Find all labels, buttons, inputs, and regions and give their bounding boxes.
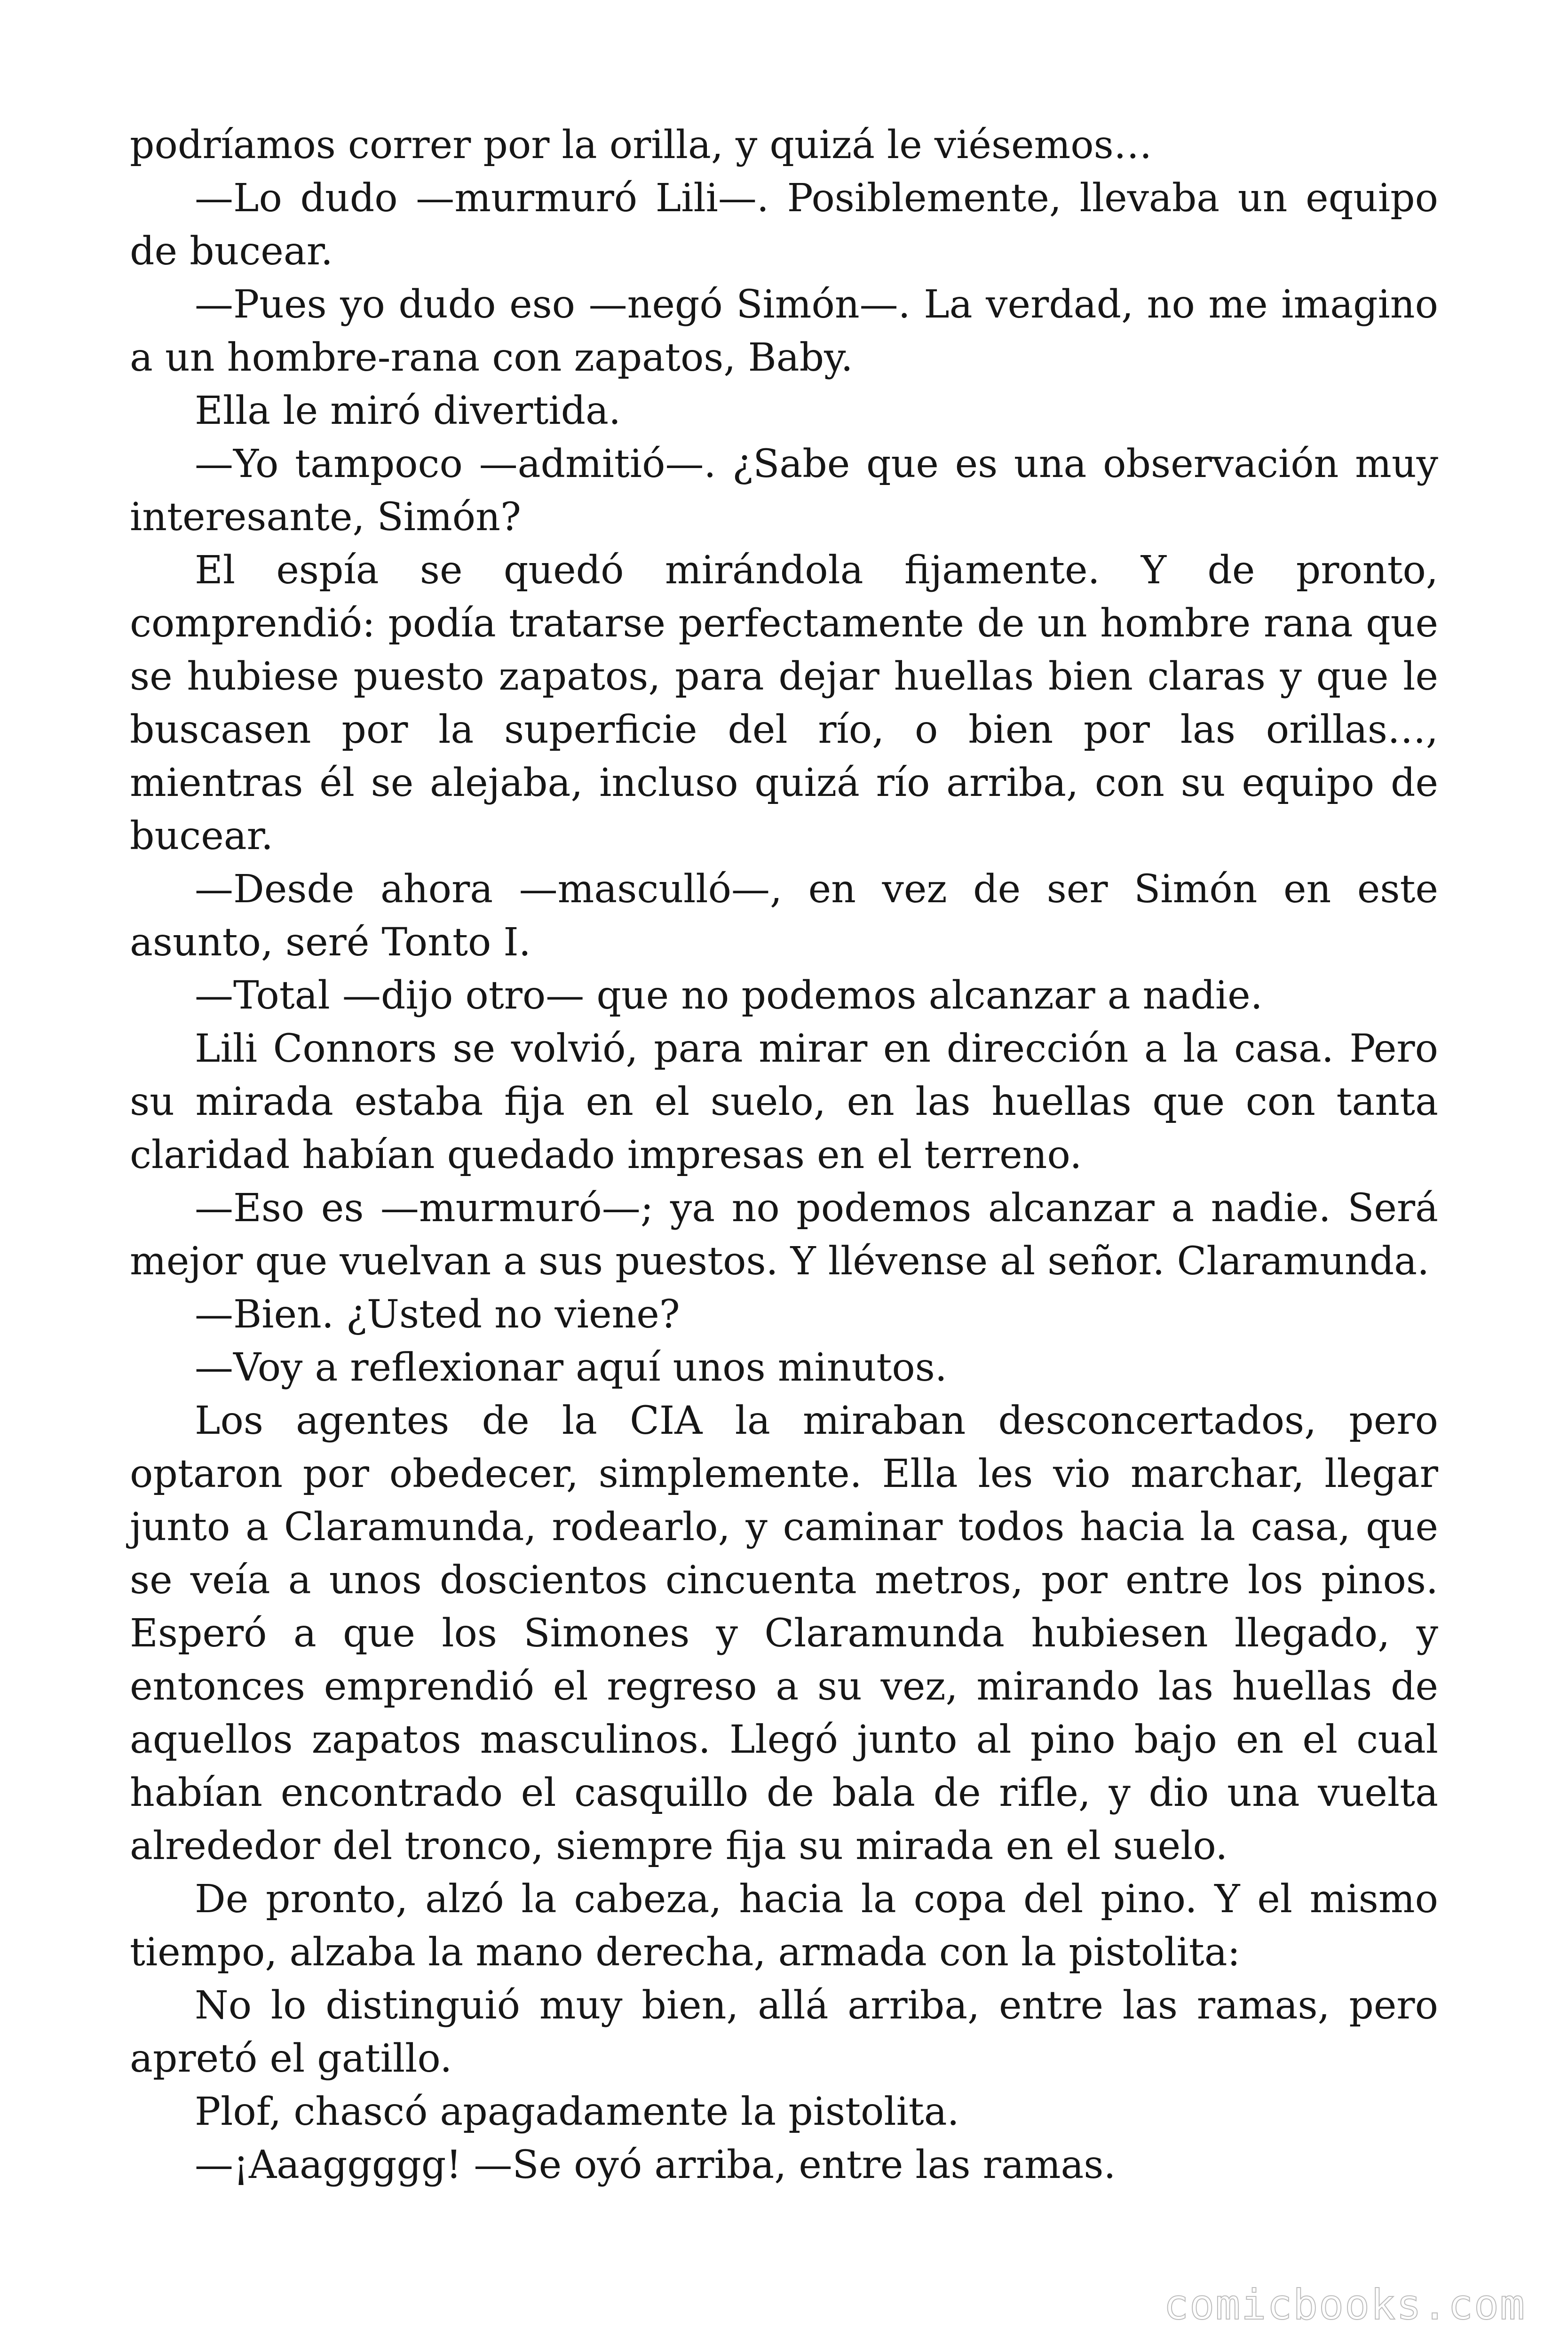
page-body bbox=[130, 119, 1438, 2192]
paragraph: De pronto, alzó la cabeza, hacia la copa del pino. Y el mismo tiempo, alzaba la mano derecha, armada con la pistolita: bbox=[130, 1877, 1438, 1975]
paragraph: —¡Aaaggggg! —Se oyó arriba, entre las ramas. bbox=[195, 2143, 1116, 2187]
paragraph: —Bien. ¿Usted no viene? bbox=[195, 1292, 680, 1337]
paragraph: —Yo tampoco —admitió—. ¿Sabe que es una observación muy interesante, Simón? bbox=[130, 442, 1438, 540]
paragraph: Ella le miró divertida. bbox=[195, 389, 621, 433]
paragraph: El espía se quedó mirándola fijamente. Y de pronto, comprendió: podía tratarse perfectamente de un hombre rana que se hubiese puesto zapatos, para dejar huellas bien claras y que le buscasen por la superficie del río, o bien por las orillas…, mientras él se alejaba, incluso quizá río arriba, con su equipo de bucear. bbox=[130, 548, 1438, 858]
paragraph: Los agentes de la CIA la miraban desconcertados, pero optaron por obedecer, simplemente. Ella les vio marchar, llegar junto a Claramunda, rodearlo, y caminar todos hacia la casa, que se veía a unos doscientos cincuenta metros, por entre los pinos. Esperó a que los Simones y Claramunda hubiesen llegado, y entonces emprendió el regreso a su vez, mirando las huellas de aquellos zapatos masculinos. Llegó junto al pino bajo en el cual habían encontrado el casquillo de bala de rifle, y dio una vuelta alrededor del tronco, siempre fija su mirada en el suelo. bbox=[130, 1398, 1438, 1868]
paragraph: No lo distinguió muy bien, allá arriba, entre las ramas, pero apretó el gatillo. bbox=[130, 1983, 1438, 2081]
paragraph: podríamos correr por la orilla, y quizá le viésemos… bbox=[130, 123, 1152, 167]
watermark: comicbooks.com bbox=[1164, 2280, 1526, 2329]
paragraph: —Total —dijo otro— que no podemos alcanzar a nadie. bbox=[195, 973, 1263, 1018]
paragraph: —Desde ahora —masculló—, en vez de ser Simón en este asunto, seré Tonto I. bbox=[130, 867, 1438, 965]
paragraph: —Voy a reflexionar aquí unos minutos. bbox=[195, 1345, 947, 1390]
paragraph: —Pues yo dudo eso —negó Simón—. La verdad, no me imagino a un hombre-rana con zapatos, Baby. bbox=[130, 282, 1438, 380]
paragraph: Plof, chascó apagadamente la pistolita. bbox=[195, 2090, 959, 2134]
paragraph: —Lo dudo —murmuró Lili—. Posiblemente, llevaba un equipo de bucear. bbox=[130, 176, 1438, 274]
paragraph: Lili Connors se volvió, para mirar en dirección a la casa. Pero su mirada estaba fija en el suelo, en las huellas que con tanta claridad habían quedado impresas en el terreno. bbox=[130, 1026, 1438, 1177]
paragraph: —Eso es —murmuró—; ya no podemos alcanzar a nadie. Será mejor que vuelvan a sus puestos. Y llévense al señor. Claramunda. bbox=[130, 1186, 1438, 1284]
